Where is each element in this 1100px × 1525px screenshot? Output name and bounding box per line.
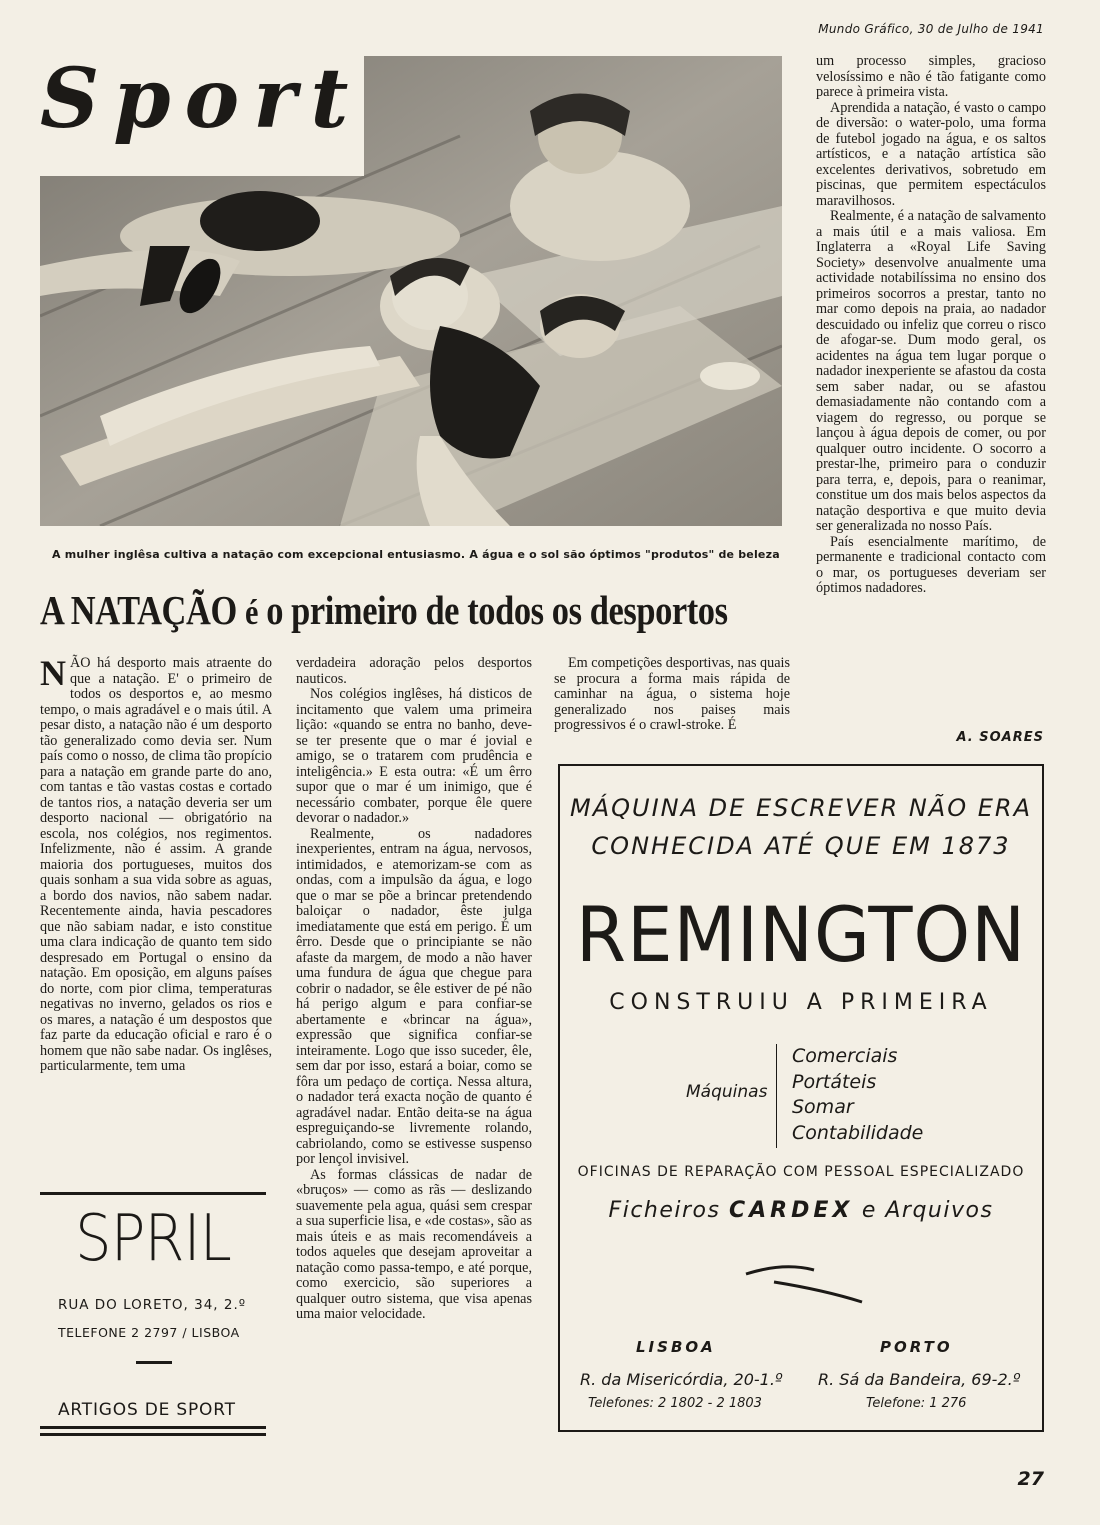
- article-author: A. SOARES: [956, 730, 1044, 745]
- divider: [40, 1426, 266, 1429]
- column-1-text: ÃO há desporto mais atraente do que a natação. E' o primeiro de todos os desportos e, ao mesmo tempo, o mais agradável e o mais útil. A pesar disto, a natação não é um desporto tão generalizado como devia ser. Num país como o nosso, de clima tão propício para a natação em grande parte do ano, com tantas e tão vastas costas e cortado de tantos rios, a natação deveria ser um desporto nacional — obrigatório na escola, nos colégios, nos regimentos. Infelizmente, não é assim. A grande maioria dos portugueses, muitos dos quais sonham a sua vida sobre as aguas, a bordo dos navios, não sabem nadar. Recentemente ainda, havia pescadores que não sabiam nadar, e isto constitue uma clara indicação de quanto tem sido despresado em Portugal o ensino da natação. Em oposição, em alguns países do norte, com pior clima, temperaturas negativas no inverno, gelados os rios e os mares, a natação é um despostos que faz parte da educação oficial e raro é o homem que não sabe nadar. Os inglêses, particularmente, tem uma: [40, 655, 272, 1074]
- article-headline: [40, 586, 728, 634]
- paragraph: As formas clássicas de nadar de «bruços» — como as rãs — deslizando suavemente pela agua, quási sem crespar a sua superficie lisa, e «de costas», são as mais úteis e as mais recomendáveis a todos aqueles que desejam aproveitar a natação como passa-tempo, e até porque, como exercicio, são superiores a qualquer outro sistema, que visa apenas uma maior velocidade.: [296, 1166, 532, 1322]
- paragraph: um processo simples, gracioso velosíssimo e não é tão fatigante como parece à primeira vista.: [816, 53, 1046, 100]
- files-pre: Ficheiros: [608, 1198, 721, 1223]
- headline-part3: o primeiro de todos os desportos: [266, 587, 728, 633]
- paragraph: Aprendida a natação, é vasto o campo de diversão: o water-polo, uma forma de futebol jogado na água, e os saltos artísticos, e a natação artística são excelentes derivativos, sobretudo em piscinas, que permitem espectáculos maravilhosos.: [816, 99, 1046, 209]
- page-number: 27: [1017, 1468, 1044, 1490]
- spril-phone: TELEFONE 2 2797 / LISBOA: [58, 1325, 240, 1340]
- divider: [40, 1192, 266, 1195]
- machines-label: Máquinas: [686, 1082, 768, 1102]
- ad-headline-line1: MÁQUINA DE ESCREVER NÃO ERA: [570, 794, 1032, 822]
- machine-item: Portáteis: [792, 1070, 877, 1093]
- spril-brand: SPRIL: [75, 1202, 231, 1276]
- photo-caption: A mulher inglêsa cultiva a natação com excepcional entusiasmo. A água e o sol são óptimos "produtos" de beleza: [52, 548, 780, 561]
- paragraph: Realmente, é a natação de salvamento a mais útil e a mais valiosa. Em Inglaterra a «Royal Life Saving Society» desenvolve anualmente uma actividade notabilíssima no ensino dos primeiros socorros a prestar, tanto no mar como depois na praia, ao nadador descuidado ou infeliz que correu o risco de afogar-se. Dum modo geral, os acidentes na água tem lugar porque o nadador inexperiente se afastou da costa sem saber nadar, ou se afastou demasiadamente não contando com a viagem do regresso, ou porque se lançou à água depois de comer, ou por qualquer outro incidente. O socorro a prestar-lhe, primeiro para o conduzir para terra, e, depois, para o reanimar, constitue um dos mais belos aspectos da natação desportiva e que muito devia ser generalizada no nosso País.: [816, 208, 1046, 534]
- lisboa-city: LISBOA: [636, 1338, 716, 1356]
- article-column-4: [816, 54, 1046, 597]
- porto-city: PORTO: [880, 1338, 953, 1356]
- machines-bracket: [776, 1044, 777, 1148]
- headline-part1: A NATAÇÃO: [40, 587, 237, 633]
- brand-name: REMINGTON: [575, 890, 1027, 979]
- divider: [136, 1361, 172, 1364]
- ad-headline-line2: CONHECIDA ATÉ QUE EM 1873: [591, 832, 1011, 860]
- paragraph: verdadeira adoração pelos desportos nauticos.: [296, 655, 532, 687]
- machine-item: Comerciais: [792, 1045, 898, 1067]
- article-column-1: [40, 653, 272, 1075]
- cardex-brand: CARDEX: [728, 1198, 854, 1223]
- ad-subheadline: CONSTRUIU A PRIMEIRA: [609, 990, 993, 1015]
- paragraph: Em competições desportivas, nas quais se procura a forma mais rápida de caminhar na água, o sistema hoje generalizado nos paises mais progressivos é o crawl-stroke. É: [554, 655, 790, 733]
- spril-tagline: ARTIGOS DE SPORT: [58, 1400, 236, 1420]
- workshops-line: OFICINAS DE REPARAÇÃO COM PESSOAL ESPECIALIZADO: [577, 1164, 1025, 1180]
- paragraph: Nos colégios inglêses, há disticos de incitamento que valem uma primeira lição: «quando se entra no banho, deve-se ter presente que o mar é jovial e amigo, se o tratarem com prudência e inteligência.» E esta outra: «É um êrro supor que o mar é um inimigo, que é necessário combater, porque êle quere devorar o nadador.»: [296, 686, 532, 826]
- machines-list: [792, 1044, 923, 1146]
- divider: [40, 1433, 266, 1436]
- machine-item: Somar: [792, 1096, 854, 1118]
- headline-part2: é: [244, 592, 259, 632]
- files-post: e Arquivos: [861, 1198, 994, 1223]
- lisboa-address: R. da Misericórdia, 20-1.º: [580, 1370, 783, 1389]
- spril-advertisement: [40, 1196, 266, 1442]
- paragraph: Realmente, os nadadores inexperientes, entram na água, nervosos, intimidados, e atemorizam-se com as ondas, com a impulsão da água, e logo que o mar se põe a brincar pretendendo baloiçar o nadador, êste julga imediatamente que está em perigo. É um êrro. Desde que o principiante se não afaste da margem, de modo a não haver uma fundura de água que chegue para cobrir o nadador, se êle estiver de pé não há perigo algum e para confiar-se abertamente e «brincar na água», expressão que significa confiar-se inteiramente. Logo que isso suceder, êle, sem dar por isso, estará a boiar, como se fôra um pedaço de cortiça. Nessa altura, o nadador terá exacta noção de quanto é agradável nadar. Então deita-se na água espreguiçando-se livremente rolando, cabriolando, como se estivesse suspenso por lençol invisivel.: [296, 825, 532, 1167]
- publication-header: Mundo Gráfico, 30 de Julho de 1941: [818, 22, 1044, 36]
- porto-phone: Telefone: 1 276: [866, 1396, 967, 1411]
- swoosh-ornament: [744, 1262, 864, 1312]
- lisboa-phones: Telefones: 2 1802 - 2 1803: [588, 1396, 762, 1411]
- paragraph: País esencialmente marítimo, de permanente e tradicional contacto com o mar, os portugueses deveriam ser óptimos nadadores.: [816, 533, 1046, 596]
- porto-address: R. Sá da Bandeira, 69-2.º: [818, 1370, 1021, 1389]
- article-column-2: [296, 656, 532, 1323]
- article-column-3: [554, 656, 790, 734]
- drop-cap: N: [40, 653, 66, 693]
- machine-item: Contabilidade: [792, 1121, 924, 1144]
- files-line: [560, 1198, 1042, 1223]
- section-title: Sport: [40, 51, 363, 147]
- remington-advertisement: [558, 764, 1044, 1432]
- spril-address: RUA DO LORETO, 34, 2.º: [58, 1297, 247, 1313]
